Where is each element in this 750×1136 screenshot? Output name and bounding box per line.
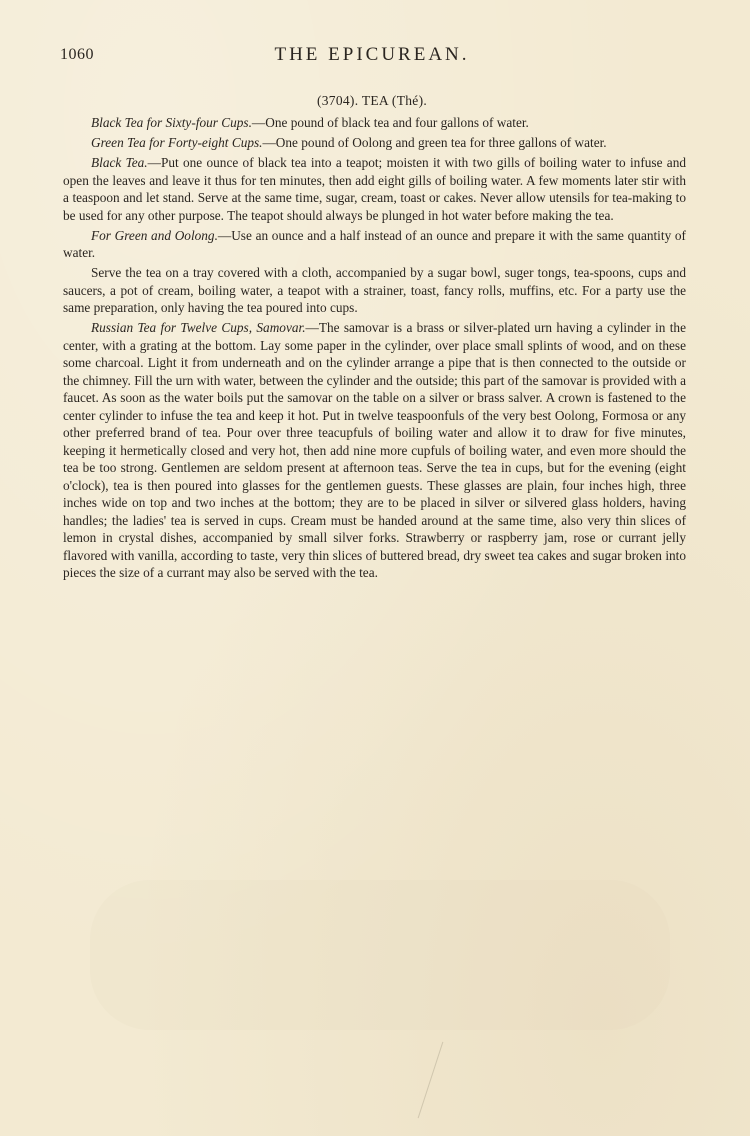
running-title: THE EPICUREAN. <box>274 44 470 65</box>
paragraph-lead: For Green and Oolong. <box>91 227 218 243</box>
paragraph-text: —The samovar is a brass or silver-plated urn having a cylinder in the center, with a grating at the bottom. Lay some paper in the cylinder, over place small splints of wood, and on these some charcoal. Light it from underneath and on the cylinder arrange a pipe that is then connected to the outside or the chimney. Fill the urn with water, between the cylinder and the outside; this part of the samovar is provided with a faucet. As soon as the water boils put the samovar on the table on a silver or brass salver. A crown is fastened to the center cylinder to infuse the tea and keep it hot. Put in twelve teaspoonfuls of the very best Oolong, Formosa or any other preferred brand of tea. Pour over three teacupfuls of boiling water and allow it to draw for five minutes, keeping it hermetically closed and very hot, then add nine more cupfuls of boiling water, and even more should the tea be too strong. Gentlemen are seldom present at afternoon teas. Serve the tea in cups, but for the evening (eight o'clock), tea is then poured into glasses for the gentlemen guests. These glasses are plain, four inches high, three inches wide on top and two inches at the bottom; they are to be placed in silver or silvered glass holders, having handles; the ladies' tea is served in cups. Cream must be handed around at the same time, also very thin slices of lemon in crystal dishes, accompanied by small silver forks. Strawberry or raspberry jam, rose or currant jelly flavored with vanilla, according to taste, very thin slices of buttered bread, dry sweet tea cakes and sugar broken into pieces the size of a currant may also be served with the tea. <box>63 320 686 580</box>
paragraph-russian-tea <box>63 319 686 582</box>
page-number: 1060 <box>60 46 94 63</box>
paragraph-lead: Russian Tea for Twelve Cups, Samovar. <box>91 320 306 335</box>
paragraph-lead: Black Tea. <box>91 155 148 170</box>
paragraph-black-tea <box>63 154 686 224</box>
paragraph-text: —One pound of black tea and four gallons of water. <box>251 115 529 130</box>
paper-stain <box>90 880 670 1030</box>
paragraph-green-tea-forty-eight <box>63 134 686 152</box>
paragraph-text: —One pound of Oolong and green tea for three gallons of water. <box>262 135 607 150</box>
recipe-body <box>63 114 686 584</box>
recipe-title: (3704). TEA (Thé). <box>316 93 428 108</box>
paragraph-text: Serve the tea on a tray covered with a cloth, accompanied by a sugar bowl, suger tongs, tea-spoons, cups and saucers, a pot of cream, boiling water, a teapot with a strainer, toast, fancy rolls, muffins, etc. For a party use the same preparation, only having the tea poured into cups. <box>63 265 686 315</box>
paragraph-text: —Use an ounce and a half instead of an ounce and prepare it with the same quantity of water. <box>63 227 686 260</box>
paragraph-lead: Green Tea for Forty-eight Cups. <box>91 135 263 150</box>
paragraph-text: —Put one ounce of black tea into a teapot; moisten it with two gills of boiling water to infuse and open the leaves and leave it thus for ten minutes, then add eight gills of boiling water. A few moments later stir with a teaspoon and let stand. Serve at the same time, sugar, cream, toast or cakes. Never allow utensils for tea-making to be used for any other purpose. The teapot should always be plunged in hot water before making the tea. <box>63 155 686 223</box>
paragraph-green-and-oolong <box>63 227 686 262</box>
paragraph-serving <box>63 264 686 317</box>
paragraph-lead: Black Tea for Sixty-four Cups. <box>91 115 252 130</box>
paragraph-black-tea-sixty-four <box>63 114 686 132</box>
paper-crease <box>418 1042 444 1118</box>
page-header <box>60 44 684 70</box>
